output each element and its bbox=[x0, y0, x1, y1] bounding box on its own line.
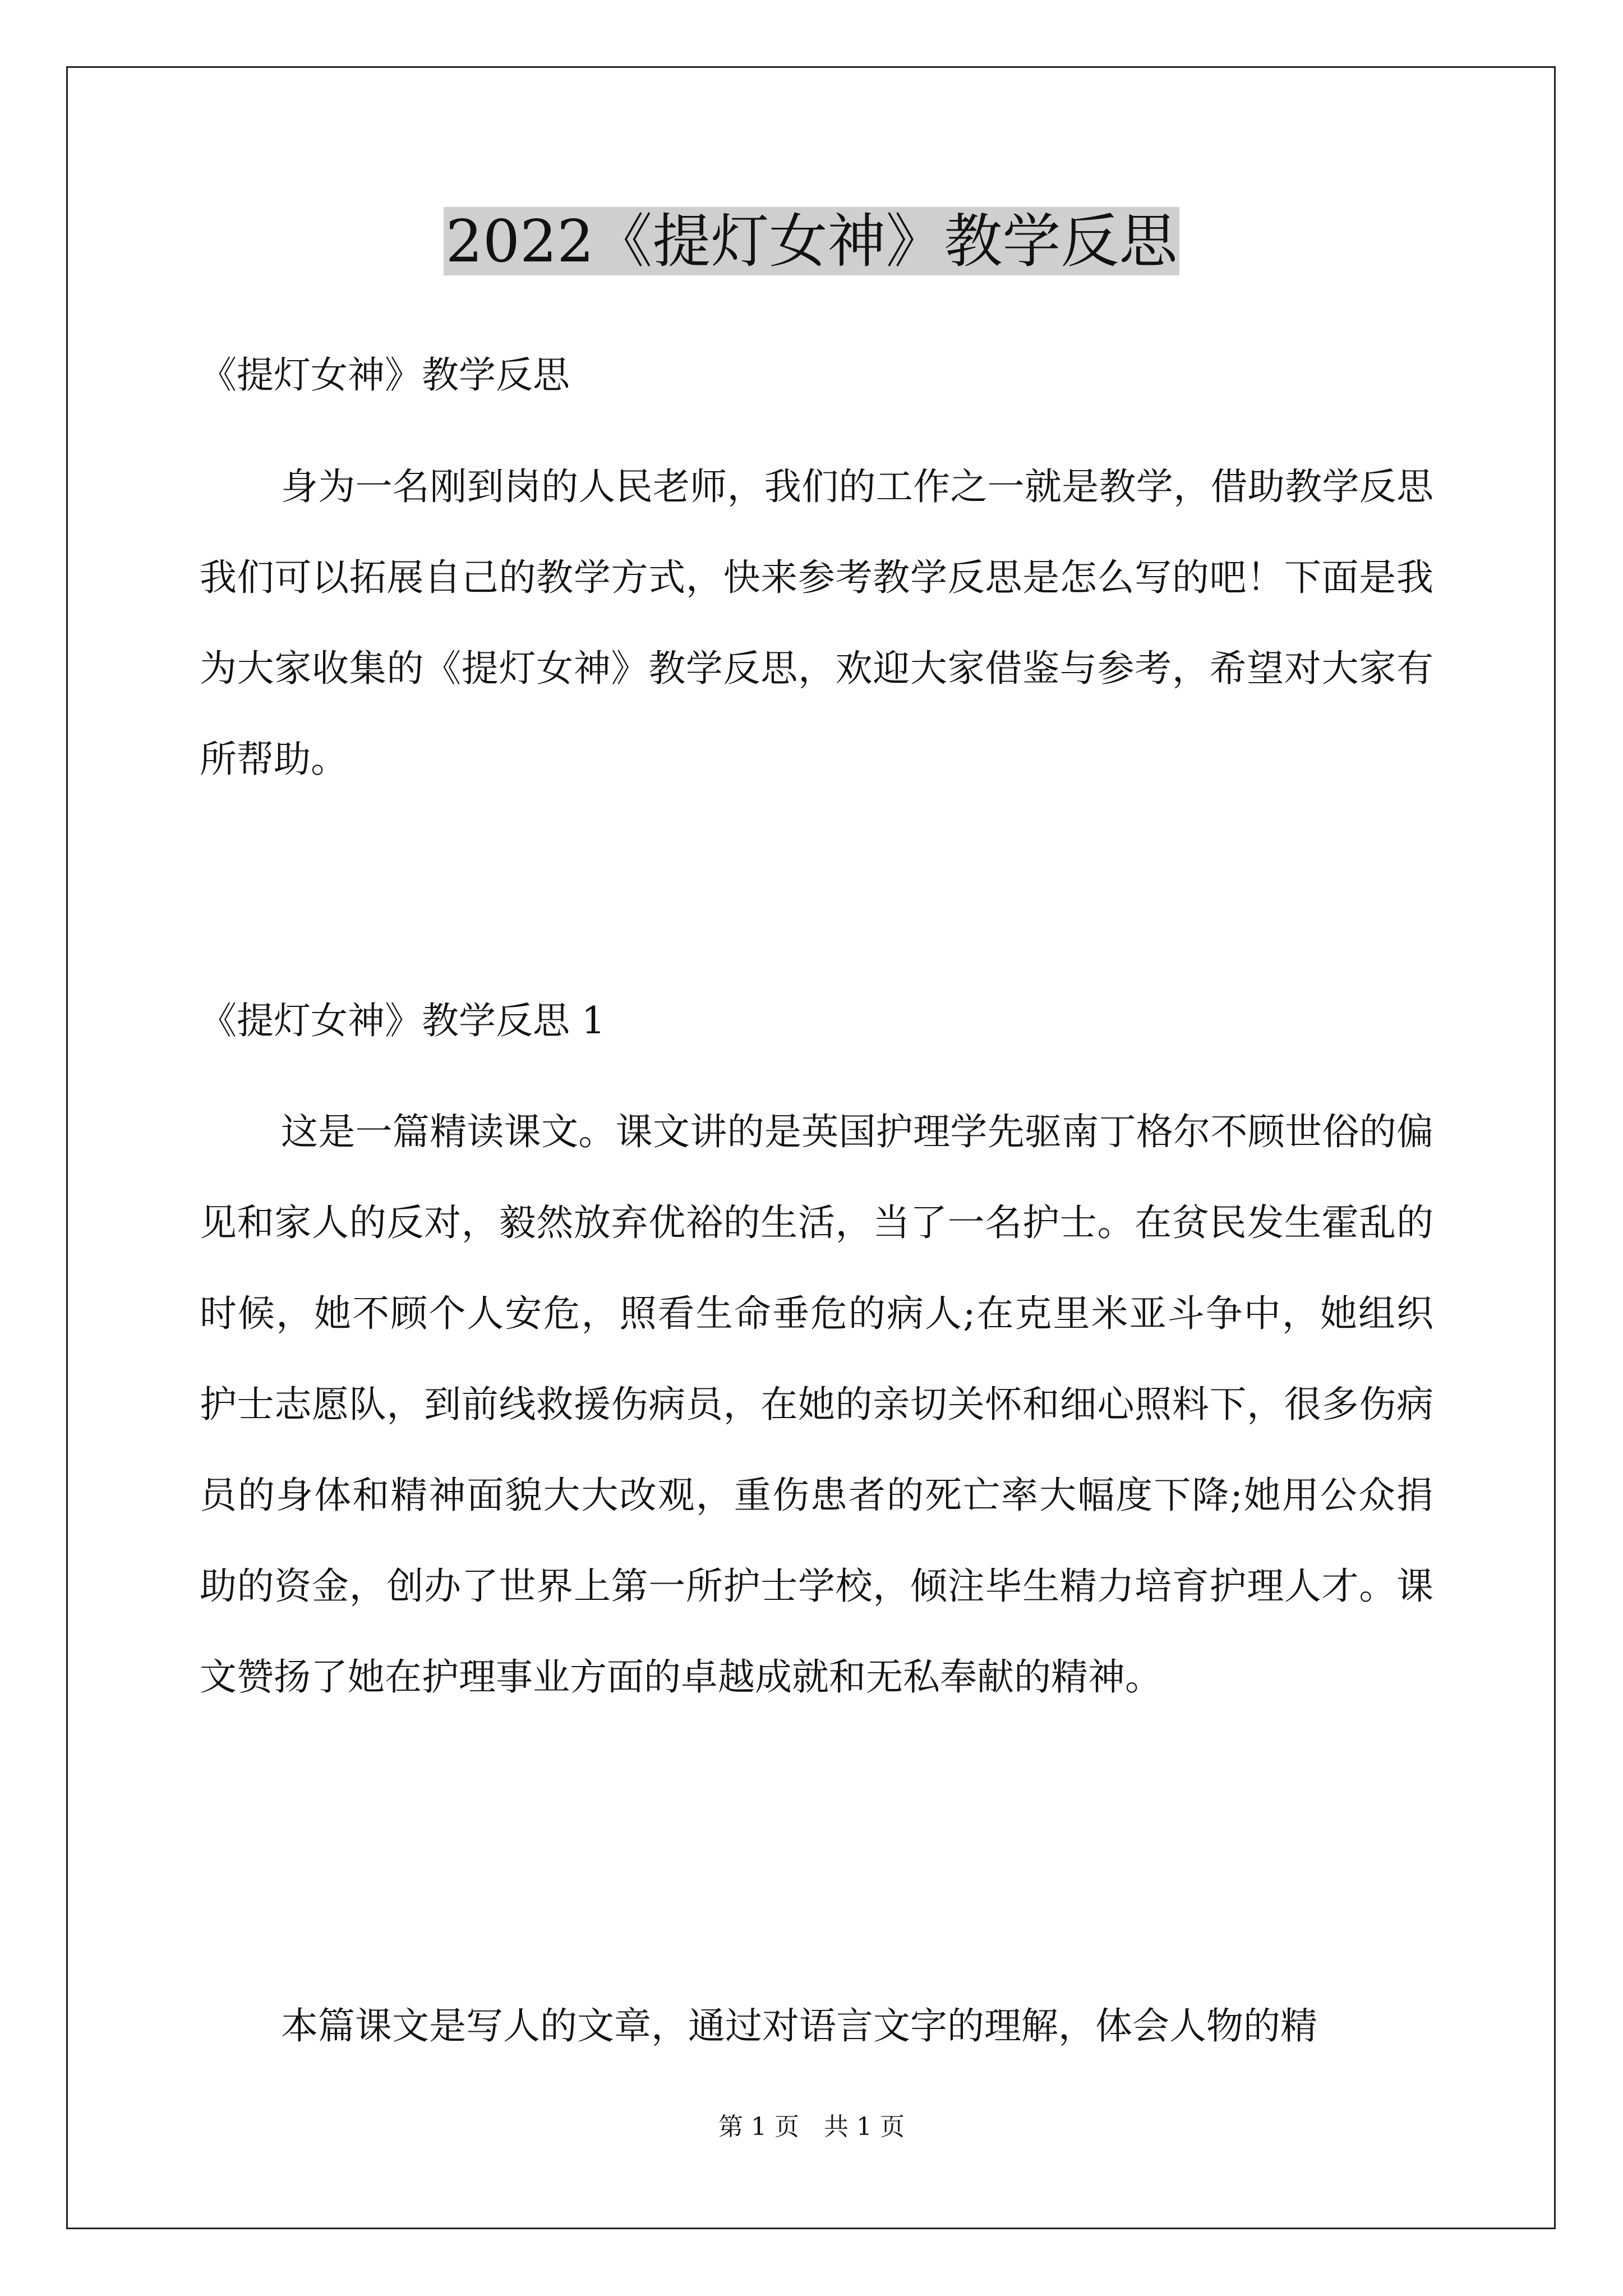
page-footer: 第 1 页 共 1 页 bbox=[718, 2113, 905, 2141]
intro-paragraph: 身为一名刚到岗的人民老师，我们的工作之一就是教学，借助教学反思我们可以拓展自己的教学方式，快来参考教学反思是怎么写的吧！下面是我为大家收集的《提灯女神》教学反思，欢迎大家借鉴与参考，希望对大家有所帮助。 bbox=[200, 465, 1433, 781]
section1-paragraph-2: 本篇课文是写人的文章，通过对语言文字的理解，体会人物的精 bbox=[281, 2004, 1317, 2047]
document-title bbox=[0, 199, 1623, 283]
section1-heading: 《提灯女神》教学反思 1 bbox=[200, 999, 605, 1042]
document-title-text: 2022《提灯女神》教学反思 bbox=[444, 207, 1180, 275]
section1-paragraph-1: 这是一篇精读课文。课文讲的是英国护理学先驱南丁格尔不顾世俗的偏见和家人的反对，毅然放弃优裕的生活，当了一名护士。在贫民发生霍乱的时候，她不顾个人安危，照看生命垂危的病人;在克里米亚斗争中，她组织护士志愿队，到前线救援伤病员，在她的亲切关怀和细心照料下，很多伤病员的身体和精神面貌大大改观，重伤患者的死亡率大幅度下降;她用公众捐助的资金，创办了世界上第一所护士学校，倾注毕生精力培育护理人才。课文赞扬了她在护理事业方面的卓越成就和无私奉献的精神。 bbox=[200, 1110, 1433, 1699]
intro-heading: 《提灯女神》教学反思 bbox=[200, 353, 570, 397]
